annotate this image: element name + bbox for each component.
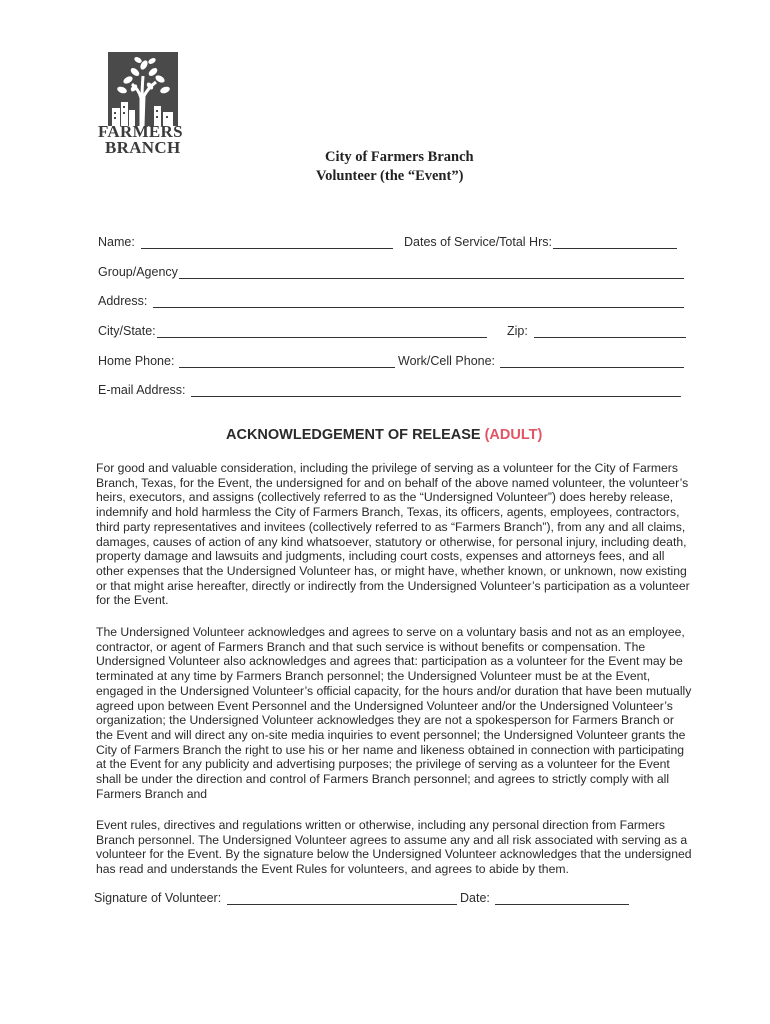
work-phone-label: Work/Cell Phone: — [398, 354, 496, 368]
city-input-line[interactable] — [157, 323, 487, 338]
logo-line-2: BRANCH — [105, 138, 181, 157]
signature-label: Signature of Volunteer: — [94, 891, 222, 905]
release-paragraph-2: The Undersigned Volunteer acknowledges and agrees to serve on a voluntary basis and not as an employee, contractor, or agent of Farmers Branch and that such service is without benefits or compensation. The Undersigned Volunteer also acknowledges and agrees that: participation as a volunteer for the Event may be terminated at any time by Farmers Branch personnel; the Undersigned Volunteer must be at the Event, engaged in the Undersigned Volunteer’s official capacity, for the hours and/or duration that have been mutually agreed upon between Event Personnel and the Undersigned Volunteer and/or the Undersigned Volunteer’s organization; the Undersigned Volunteer acknowledges they are not a spokesperson for Farmers Branch or the Event and will direct any on-site media inquiries to event personnel; the Undersigned Volunteer grants the City of Farmers Branch the right to use his or her name and likeness obtained in connection with participating at the Event for any publicity and advertising purposes; the privilege of serving as a volunteer for the Event shall be under the direction and control of Farmers Branch personnel; and agrees to strictly comply with all Farmers Branch and — [96, 625, 692, 801]
group-field — [98, 264, 684, 279]
zip-label: Zip: — [507, 324, 528, 338]
date-field — [460, 890, 629, 905]
tree-icon — [108, 52, 178, 126]
name-label: Name: — [98, 235, 135, 249]
heading-title: City of Farmers Branch — [325, 149, 474, 165]
address-label: Address: — [98, 294, 148, 308]
heading-subtitle: Volunteer (the “Event”) — [316, 168, 464, 184]
name-input-line[interactable] — [141, 234, 393, 249]
email-input-line[interactable] — [191, 382, 681, 397]
address-input-line[interactable] — [153, 293, 684, 308]
section-title-qualifier: (ADULT) — [484, 427, 543, 443]
group-label: Group/Agency — [98, 265, 178, 279]
work-phone-input-line[interactable] — [500, 353, 684, 368]
email-label: E-mail Address: — [98, 383, 186, 397]
work-phone-field — [398, 353, 684, 368]
address-field — [98, 293, 684, 308]
document-heading — [300, 148, 500, 186]
signature-field — [94, 890, 457, 905]
dates-label: Dates of Service/Total Hrs: — [404, 235, 552, 249]
dates-field — [404, 234, 677, 249]
zip-field — [507, 323, 686, 338]
email-field — [98, 382, 681, 397]
city-label: City/State: — [98, 324, 156, 338]
zip-input-line[interactable] — [534, 323, 686, 338]
city-field — [98, 323, 487, 338]
home-phone-input-line[interactable] — [179, 353, 395, 368]
section-title-main: ACKNOWLEDGEMENT OF RELEASE — [226, 427, 481, 443]
release-paragraph-3: Event rules, directives and regulations written or otherwise, including any personal direction from Farmers Branch personnel. The Undersigned Volunteer agrees to assume any and all risk associated with serving as a volunteer for the Event. By the signature below the Undersigned Volunteer acknowledges that the undersigned has read and understands the Event Rules for volunteers, and agrees to abide by them. — [96, 818, 692, 877]
date-label: Date: — [460, 891, 490, 905]
home-phone-label: Home Phone: — [98, 354, 175, 368]
logo-wordmark — [98, 124, 194, 156]
home-phone-field — [98, 353, 395, 368]
release-paragraph-1: For good and valuable consideration, including the privilege of serving as a volunteer for the City of Farmers Branch, Texas, for the Event, the undersigned for and on behalf of the above named volunteer, the volunteer’s heirs, executors, and assigns (collectively referred to as the “Undersigned Volunteer”) does hereby release, indemnify and hold harmless the City of Farmers Branch, Texas, its officers, agents, employees, contractors, third party representatives and invitees (collectively referred to as “Farmers Branch”), from any and all claims, damages, causes of action of any kind whatsoever, statutory or otherwise, for personal injury, including death, property damage and lawsuits and judgments, including court costs, expenses and attorneys fees, and all other expenses that the Undersigned Volunteer has, or might have, whether known, or unknown, now existing or that might arise hereafter, directly or indirectly from the Undersigned Volunteer’s participation as a volunteer for the Event. — [96, 461, 690, 608]
section-title — [226, 427, 542, 443]
date-input-line[interactable] — [495, 890, 629, 905]
logo-line-1: FARMERS — [98, 122, 183, 141]
dates-input-line[interactable] — [553, 234, 677, 249]
name-field — [98, 234, 393, 249]
group-input-line[interactable] — [179, 264, 684, 279]
signature-input-line[interactable] — [227, 890, 457, 905]
